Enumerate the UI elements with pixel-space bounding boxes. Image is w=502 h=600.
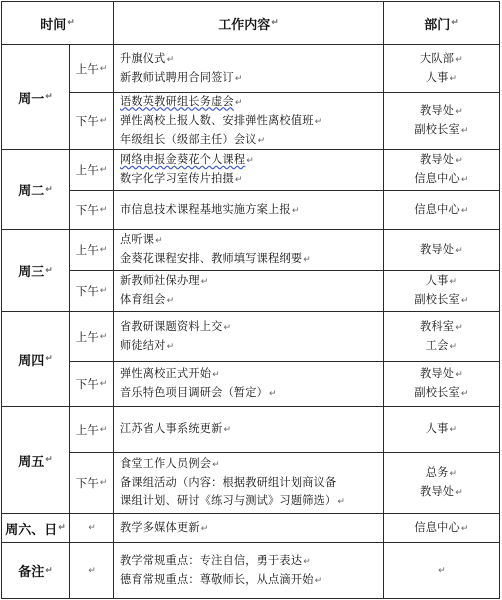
dept-cell: 教导处↵ 副校长室↵ — [383, 92, 500, 150]
half-cell: 下午 ↵ — [69, 92, 114, 150]
header-time: 时间 ↵ — [1, 1, 114, 45]
half-cell: 下午 ↵ — [69, 452, 114, 514]
content-cell: 网络申报金葵花个人课程↵ 数字化学习室传片拍摄↵ — [113, 149, 384, 191]
header-content: 工作内容 ↵ — [113, 1, 384, 45]
content-cell: 语数英教研组长务虚会↵ 弹性离校上报人数、安排弹性离校值班↵ 年级组长（级部主任）会议↵ — [113, 92, 384, 150]
dept-cell: 人事↵ 副校长室↵ — [383, 270, 500, 312]
half-cell: ↵ — [69, 513, 114, 543]
header-dept: 部门 ↵ — [383, 1, 500, 45]
content-cell: 食堂工作人员例会↵ 备课组活动（内容：根据教研组计划商议备 课组计划、研讨《练习与测试》习题筛选）↵ — [113, 452, 384, 514]
half-cell: 上午 ↵ — [69, 406, 114, 453]
half-cell: 上午 ↵ — [69, 149, 114, 191]
dept-cell: 教导处↵ 信息中心↵ — [383, 149, 500, 191]
day-cell: 周一 ↵ — [1, 44, 70, 150]
half-cell: ↵ — [69, 542, 114, 599]
content-cell: 教学多媒体更新↵ — [113, 513, 384, 543]
content-cell: 弹性离校正式开始↵ 音乐特色项目调研会（暂定）↵ — [113, 361, 384, 407]
dept-cell: 信息中心↵ — [383, 190, 500, 230]
day-cell: 周五 ↵ — [1, 406, 70, 514]
content-cell: 升旗仪式↵ 新教师试聘用合同签订↵ — [113, 44, 384, 93]
dept-cell: 教导处↵ — [383, 229, 500, 271]
half-cell: 下午 ↵ — [69, 361, 114, 407]
content-cell: 省教研课题资料上交↵ 师徒结对↵ — [113, 311, 384, 362]
day-cell: 周六、日 ↵ — [1, 513, 70, 543]
content-cell: 市信息技术课程基地实施方案上报↵ — [113, 190, 384, 230]
dept-cell: ↵ — [383, 542, 500, 599]
content-cell: 教学常规重点：专注自信，勇于表达↵ 德育常规重点：尊敬师长，从点滴开始↵ — [113, 542, 384, 599]
dept-cell: 大队部↵ 人事↵ — [383, 44, 500, 93]
day-cell: 备注 ↵ — [1, 542, 70, 599]
content-cell: 点听课↵ 金葵花课程安排、教师填写课程纲要↵ — [113, 229, 384, 271]
day-cell: 周四 ↵ — [1, 311, 70, 407]
content-cell: 江苏省人事系统更新↵ — [113, 406, 384, 453]
day-cell: 周三 ↵ — [1, 229, 70, 312]
half-cell: 上午 ↵ — [69, 229, 114, 271]
half-cell: 下午 ↵ — [69, 190, 114, 230]
half-cell: 上午 ↵ — [69, 311, 114, 362]
dept-cell: 教导处↵ 副校长室↵ — [383, 361, 500, 407]
dept-cell: 信息中心↵ — [383, 513, 500, 543]
day-cell: 周二 ↵ — [1, 149, 70, 230]
half-cell: 上午 ↵ — [69, 44, 114, 93]
content-cell: 新教师社保办理↵ 体育组会↵ — [113, 270, 384, 312]
dept-cell: 教科室↵ 工会↵ — [383, 311, 500, 362]
half-cell: 下午 ↵ — [69, 270, 114, 312]
dept-cell: 总务↵ 教导处↵ — [383, 452, 500, 514]
dept-cell: 人事↵ — [383, 406, 500, 453]
